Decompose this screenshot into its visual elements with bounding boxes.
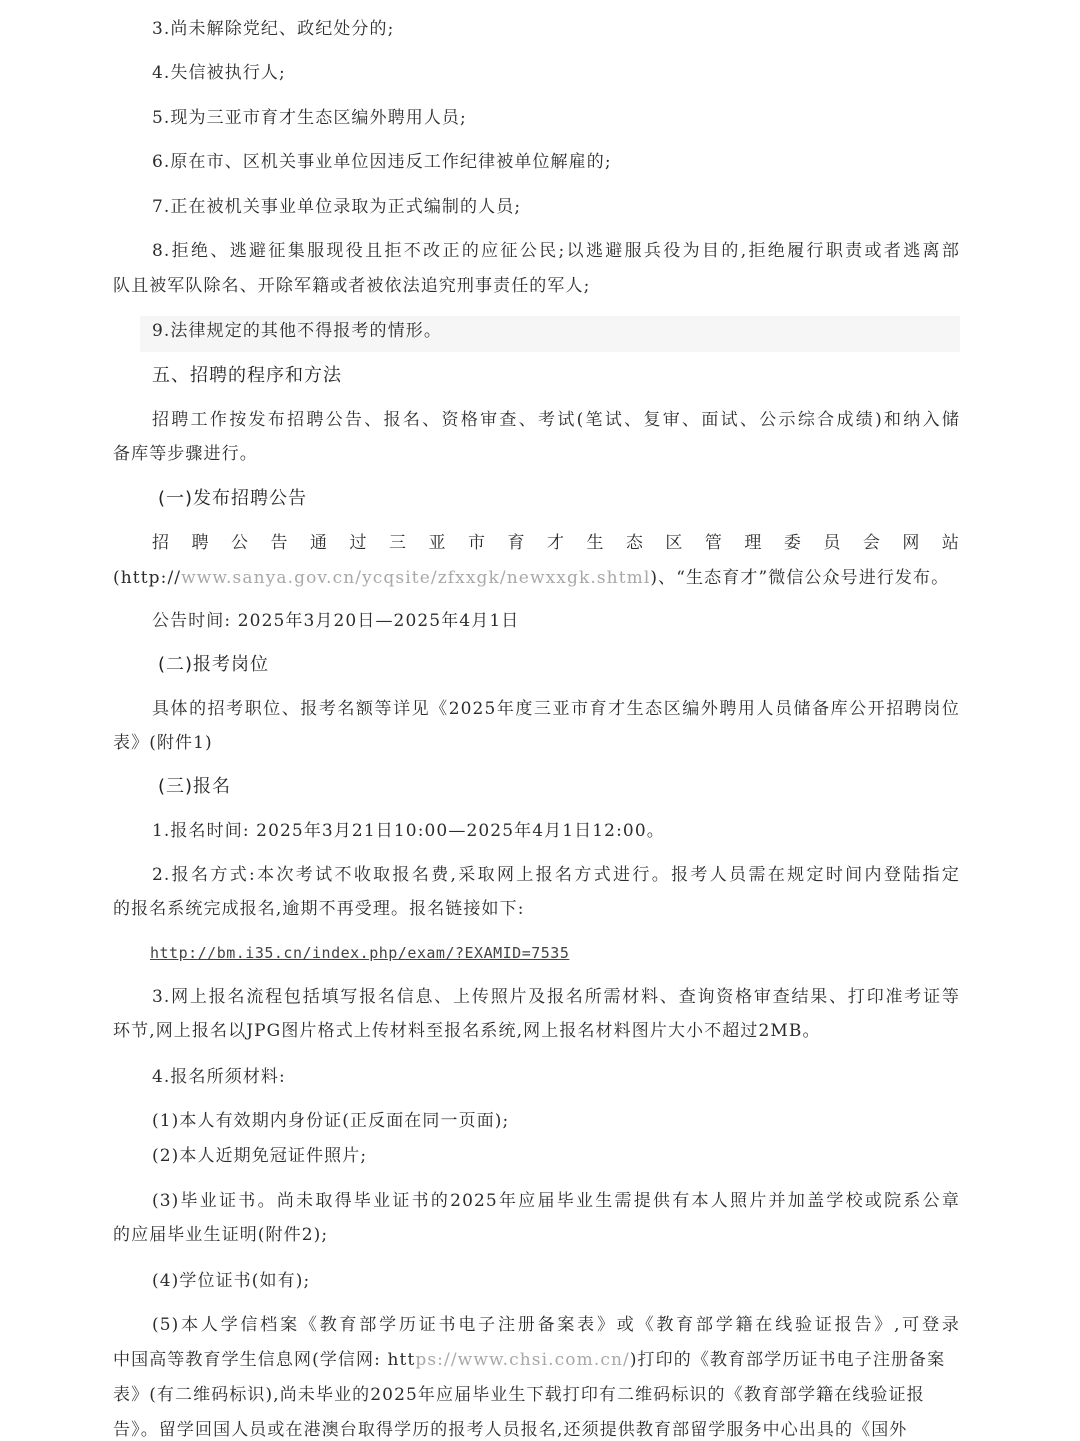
material-5-line2 [113, 1349, 945, 1371]
item-5: 5.现为三亚市育才生态区编外聘用人员; [152, 108, 467, 128]
positions-line1: 具体的招考职位、报考名额等详见《2025年度三亚市育才生态区编外聘用人员储备库公开招聘岗位 [152, 699, 960, 719]
materials-heading: 4.报名所须材料: [152, 1067, 286, 1087]
url-suffix: )、“生态育才”微信公众号进行发布。 [650, 568, 950, 588]
registration-time: 1.报名时间: 2025年3月21日10:00—2025年4月1日12:00。 [152, 821, 665, 841]
item-6: 6.原在市、区机关事业单位因违反工作纪律被单位解雇的; [152, 152, 612, 172]
process-line2: 环节,网上报名以JPG图片格式上传材料至报名系统,网上报名材料图片大小不超过2MB。 [113, 1021, 821, 1041]
chsi-suffix: )打印的《教育部学历证书电子注册备案 [629, 1350, 946, 1370]
subheading-registration: (三)报名 [158, 776, 232, 797]
procedure-line1: 招聘工作按发布招聘公告、报名、资格审查、考试(笔试、复审、面试、公示综合成绩)和纳入储 [152, 410, 960, 430]
announcement-line1: 招聘公告通过三亚市育才生态区管理委员会网站 [152, 533, 960, 553]
chsi-prefix: 中国高等教育学生信息网(学信网: htt [113, 1350, 416, 1370]
material-3-line2: 的应届毕业生证明(附件2); [113, 1225, 329, 1245]
material-5-line1: (5)本人学信档案《教育部学历证书电子注册备案表》或《教育部学籍在线验证报告》,可登录 [152, 1315, 960, 1335]
announcement-time: 公告时间: 2025年3月20日—2025年4月1日 [152, 611, 520, 631]
material-5-line3: 表》(有二维码标识),尚未毕业的2025年应届毕业生下载打印有二维码标识的《教育部学籍在线验证报 [113, 1385, 925, 1405]
registration-link-prefix[interactable]: http: [150, 944, 198, 962]
website-url[interactable]: www.sanya.gov.cn/ycqsite/zfxxgk/newxxgk.shtml [181, 568, 651, 588]
subheading-announcement: (一)发布招聘公告 [158, 488, 308, 509]
material-4: (4)学位证书(如有); [152, 1271, 311, 1291]
item-3: 3.尚未解除党纪、政纪处分的; [152, 19, 395, 39]
registration-link[interactable] [150, 942, 569, 964]
material-5-line4: 告》。留学回国人员或在港澳台取得学历的报考人员报名,还须提供教育部留学服务中心出具的《国外 [113, 1420, 908, 1440]
item-7: 7.正在被机关事业单位录取为正式编制的人员; [152, 197, 522, 217]
subheading-positions: (二)报考岗位 [158, 654, 270, 675]
registration-method-line1: 2.报名方式:本次考试不收取报名费,采取网上报名方式进行。报考人员需在规定时间内登陆指定 [152, 865, 960, 885]
material-2: (2)本人近期免冠证件照片; [152, 1146, 368, 1166]
process-line1: 3.网上报名流程包括填写报名信息、上传照片及报名所需材料、查询资格审查结果、打印准考证等 [152, 987, 960, 1007]
item-8-line2: 队且被军队除名、开除军籍或者被依法追究刑事责任的军人; [113, 276, 591, 296]
procedure-line2: 备库等步骤进行。 [113, 444, 258, 464]
item-9: 9.法律规定的其他不得报考的情形。 [152, 321, 442, 341]
material-3-line1: (3)毕业证书。尚未取得毕业证书的2025年应届毕业生需提供有本人照片并加盖学校或院系公章 [152, 1191, 960, 1211]
url-prefix: (http:// [113, 568, 182, 588]
material-1: (1)本人有效期内身份证(正反面在同一页面); [152, 1111, 510, 1131]
announcement-line2 [113, 567, 949, 589]
positions-line2: 表》(附件1) [113, 733, 213, 753]
registration-link-url[interactable]: //bm.i35.cn/index.php/exam/?EXAMID=7535 [197, 944, 570, 962]
registration-method-line2: 的报名系统完成报名,逾期不再受理。报名链接如下: [113, 899, 525, 919]
section-heading-5: 五、招聘的程序和方法 [152, 365, 342, 386]
chsi-url[interactable]: ps://www.chsi.com.cn/ [415, 1350, 630, 1370]
item-8-line1: 8.拒绝、逃避征集服现役且拒不改正的应征公民;以逃避服兵役为目的,拒绝履行职责或者逃离部 [152, 241, 960, 261]
item-4: 4.失信被执行人; [152, 63, 286, 83]
